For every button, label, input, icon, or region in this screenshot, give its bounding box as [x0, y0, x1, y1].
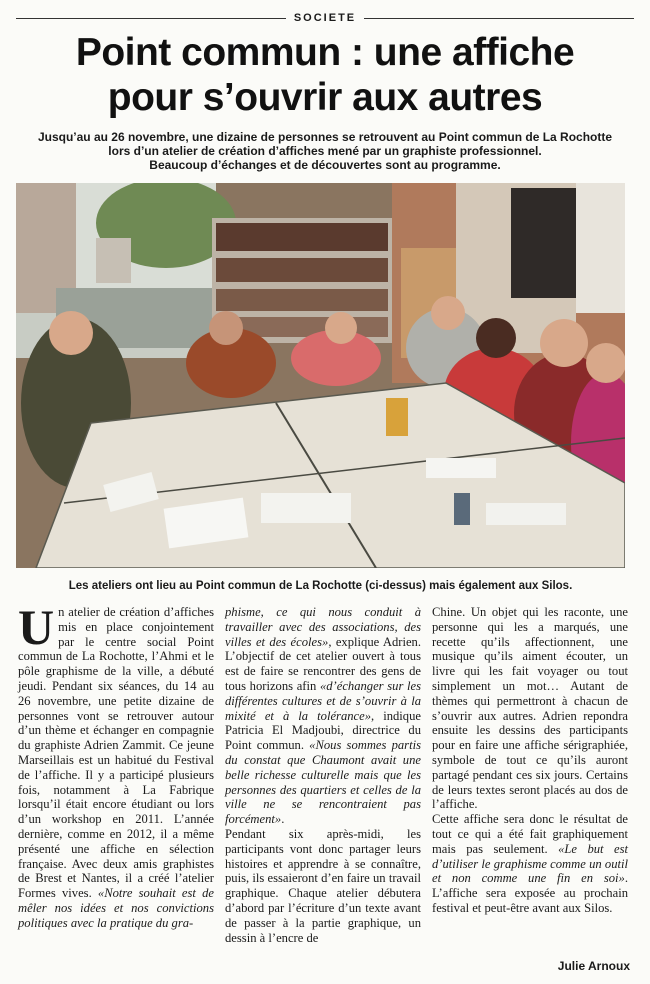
- standfirst-line-3: Beaucoup d’échanges et de découvertes sont au programme.: [149, 158, 501, 172]
- drop-cap: U: [18, 599, 55, 655]
- col3-text-c: «Le but est d’utiliser le graphisme comme un outil et non comme une fin en soi»: [432, 841, 628, 886]
- col3-text-b: Cette affiche sera donc le résultat de tout ce qui a été fait graphiquement mais pas seulement.: [432, 812, 628, 856]
- col1-text-a: n atelier de création d’affiches mis en place conjointement par le centre social Point commun de La Rochotte, l’Ahmi et le pôle graphisme de la ville, a débuté jeudi. Pendant six séances, du 14 au 26 novembre, une petite dizaine de personnes vont se retrouver autour d’un thème et échanger en compagnie du graphiste Adrien Zammit. Ce jeune Marseillais est un habitué du Festival de l’affiche. Il y a participé plusieurs fois, notamment à La Fabrique lorsqu’il était encore étudiant ou lors d’un workshop en 2011. L’année dernière, comme en 2012, il a même présenté une affiche en sélection française. Avec deux amis graphistes de Brest et Nantes, il a créé l’atelier Formes vives.: [18, 605, 214, 901]
- headline: [10, 30, 640, 120]
- col2-text-e: «Nous sommes partis du constat que Chaumont avait une belle richesse culturelle mais que les personnes des quartiers et celles de la ville ne se rencontraient pas forcément»: [225, 738, 421, 827]
- col3-text-d: . L’affiche sera exposée au prochain festival et peut-être avant aux Silos.: [432, 871, 628, 915]
- workshop-photo: [16, 183, 625, 568]
- photo-caption: Les ateliers ont lieu au Point commun de La Rochotte (ci-dessus) mais également aux Silos.: [68, 580, 573, 592]
- standfirst-line-2: lors d’un atelier de création d’affiches mené par un graphiste professionnel.: [108, 144, 542, 158]
- section-label: SOCIETE: [293, 12, 357, 24]
- col2-text-c: «d’échanger sur les différentes cultures et de s’ouvrir à la mixité et à la tolérance»: [225, 678, 421, 723]
- column-2-paragraph-2: Pendant six après-midi, les participants vont donc partager leurs histoires et apprendre à se connaître, puis, ils essaieront d’en faire un travail graphique. Chaque atelier débutera d’abord par l’écriture d’un texte avant de passer à la partie graphique, un dessin à l’encre de: [225, 826, 421, 945]
- column-2-paragraph-1: [225, 605, 421, 827]
- article-column-1: [18, 599, 214, 931]
- standfirst-line-1: Jusqu’au au 26 novembre, une dizaine de personnes se retrouvent au Point commun de La Rochotte: [37, 130, 613, 144]
- rubric-rule-right: [364, 18, 634, 19]
- article-column-2: [225, 605, 421, 945]
- col2-text-a: phisme, ce qui nous conduit à travailler avec des associations, des villes et des écoles»: [225, 605, 421, 649]
- headline-line-2: pour s’ouvrir aux autres: [107, 76, 543, 119]
- byline: Julie Arnoux: [557, 959, 630, 973]
- standfirst: [18, 130, 632, 172]
- headline-line-1: Point commun : une affiche: [75, 31, 575, 74]
- column-1-paragraph: [18, 599, 214, 931]
- section-rubric: [16, 10, 634, 26]
- column-3-paragraph-1: Chine. Un objet qui les raconte, une personne qui les a marqués, une recette qu’ils affectionnent, une musique qu’ils aiment écouter, un livre qui les fait voyager ou tout simplement un mot… Autant de thèmes qui permettront à chacun de s’ouvrir aux autres. Adrien repondra ensuite les dessins des participants pour en faire une affiche sérigraphiée, symbole de tout ce qu’ils auront partagé pendant ces six jours. Certains de leurs textes seront placés au dos de l’affiche.: [432, 605, 628, 812]
- workshop-photo-illustration: [16, 183, 625, 568]
- col2-text-f: .: [281, 812, 285, 827]
- article-column-3: [432, 605, 628, 916]
- col1-quote: «Notre souhait est de mêler nos idées et nos convictions politiques avec la pratique du gra-: [18, 886, 214, 930]
- col2-text-d: , indique Patricia El Madjoubi, directrice du Point commun.: [225, 708, 421, 753]
- article-body: [18, 599, 628, 980]
- col2-text-b: , explique Adrien. L’objectif de cet atelier ouvert à tous est de faire se rencontrer des gens de tous horizons afin: [225, 634, 421, 693]
- column-3-paragraph-2: [432, 812, 628, 916]
